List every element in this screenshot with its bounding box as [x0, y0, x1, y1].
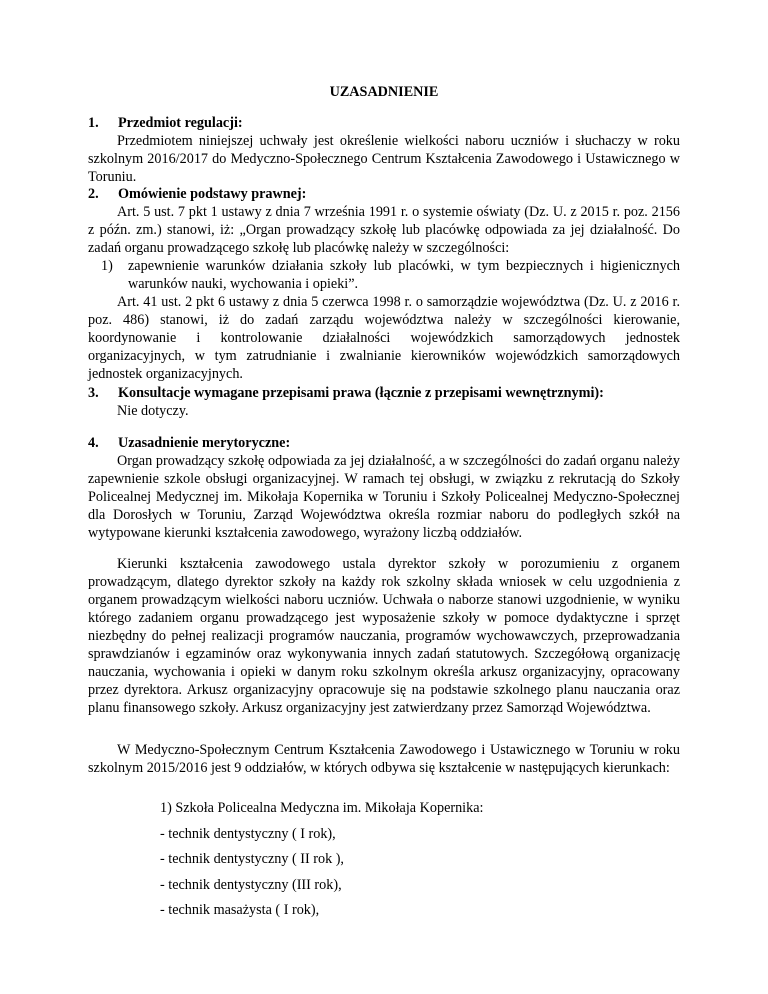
section-4-paragraph-2: Kierunki kształcenia zawodowego ustala dyrektor szkoły w porozumieniu z organem prowadzącym, dlatego dyrektor szkoły na każdy rok szkolny składa wniosek w celu uzgodnienia z organem prowadzącym wielkości naboru uczniów. Uchwała o naborze stanowi uzgodnienie, w wyniku którego zadaniem organu prowadzącego jest wyposażenie szkoły w pomoce dydaktyczne i sprzęt niezbędny do pełnej realizacji programów nauczania, programów wychowawczych, przeprowadzania sprawdzianów i egzaminów oraz wykonywania innych zadań statutowych. Szczegółową organizację nauczania, wychowania i opieki w danym roku szkolnym określa arkusz organizacyjny, opracowany przez dyrektora. Arkusz organizacyjny opracowuje się na podstawie szkolnego planu nauczania oraz planu finansowego szkoły. Arkusz organizacyjny jest zatwierdzany przez Samorząd Województwa. — [88, 556, 680, 716]
section-1-number: 1. — [88, 115, 99, 131]
section-3-number: 3. — [88, 385, 99, 401]
document-title: UZASADNIENIE — [329, 84, 439, 100]
section-3-title: Konsultacje wymagane przepisami prawa (łącznie z przepisami wewnętrznymi): — [118, 385, 604, 401]
section-4-paragraph-3: W Medyczno-Społecznym Centrum Kształcenia Zawodowego i Ustawicznego w Toruniu w roku szkolnym 2015/2016 jest 9 oddziałów, w których odbywa się kształcenie w następujących kierunkach: — [88, 742, 680, 776]
section-2-paragraph-1: Art. 5 ust. 7 pkt 1 ustawy z dnia 7 września 1991 r. o systemie oświaty (Dz. U. z 2015 r. poz. 2156 z późn. zm.) stanowi, iż: „Organ prowadzący szkołę lub placówkę odpowiada za jej działalność. Do zadań organu prowadzącego szkołę lub placówkę należy w szczególności: — [88, 204, 680, 256]
section-1-heading — [88, 114, 680, 132]
section-4 — [88, 434, 680, 542]
list-item-text: zapewnienie warunków działania szkoły lub placówki, w tym bezpiecznych i higienicznych warunków nauki, wychowania i opieki”. — [128, 258, 680, 292]
section-3-heading — [88, 384, 680, 402]
section-2 — [88, 185, 680, 383]
section-4-paragraph-3-block — [88, 741, 680, 777]
section-4-paragraph-1: Organ prowadzący szkołę odpowiada za jej działalność, a w szczególności do zadań organu należy zapewnienie szkole obsługi organizacyjnej. W ramach tej obsługi, w związku z rekrutacją do Szkoły Policealnej Medycznej im. Mikołaja Kopernika w Toruniu i Szkoły Policealnej Medyczno-Społecznej dla Dorosłych w Toruniu, Zarząd Województwa określa rozmiar naboru do podległych szkół na wytypowane kierunki kształcenia zawodowego, wyrażony liczbą oddziałów. — [88, 453, 680, 541]
section-2-list-item — [88, 257, 680, 293]
section-3-text: Nie dotyczy. — [117, 403, 189, 419]
section-4-number: 4. — [88, 435, 99, 451]
list-item-number: 1) — [101, 258, 113, 274]
list-item: - technik dentystyczny ( I rok), — [160, 825, 336, 842]
section-1-title: Przedmiot regulacji: — [118, 115, 243, 131]
section-4-title: Uzasadnienie merytoryczne: — [118, 435, 291, 451]
school-courses-list — [160, 799, 680, 927]
section-2-paragraph-2: Art. 41 ust. 2 pkt 6 ustawy z dnia 5 czerwca 1998 r. o samorządzie województwa (Dz. U. z 2016 r. poz. 486) stanowi, iż do zadań zarządu województwa należy w szczególności kierowanie, koordynowanie i kontrolowanie działalności wojewódzkich samorządowych jednostek organizacyjnych, w tym zatrudnianie i zwalnianie kierowników wojewódzkich samorządowych jednostek organizacyjnych. — [88, 294, 680, 382]
section-2-heading — [88, 185, 680, 203]
section-4-heading — [88, 434, 680, 452]
section-1-text: Przedmiotem niniejszej uchwały jest określenie wielkości naboru uczniów i słuchaczy w roku szkolnym 2016/2017 do Medyczno-Społecznego Centrum Kształcenia Zawodowego i Ustawicznego w Toruniu. — [88, 133, 680, 185]
list-item: 1) Szkoła Policealna Medyczna im. Mikołaja Kopernika: — [160, 800, 484, 816]
section-2-number: 2. — [88, 186, 99, 202]
section-4-paragraph-2-block — [88, 555, 680, 717]
list-item: - technik dentystyczny (III rok), — [160, 876, 342, 893]
section-1 — [88, 114, 680, 186]
section-3 — [88, 384, 680, 420]
list-item: - technik masażysta ( I rok), — [160, 902, 320, 919]
list-item: - technik dentystyczny ( II rok ), — [160, 851, 344, 868]
section-2-title: Omówienie podstawy prawnej: — [118, 186, 307, 202]
